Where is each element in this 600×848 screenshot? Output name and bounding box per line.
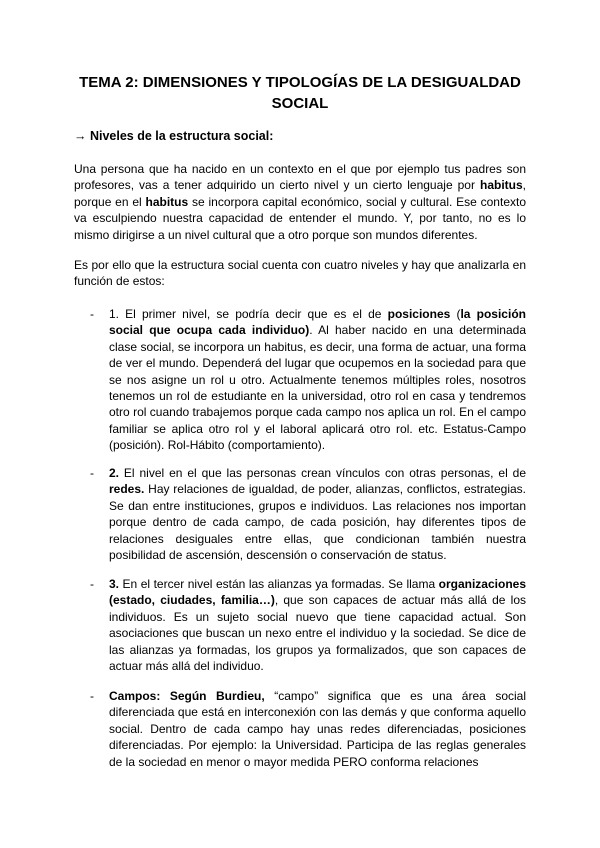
list-item-posiciones: [90, 306, 526, 454]
paragraph-intro-levels: Es por ello que la estructura social cuenta con cuatro niveles y hay que analizarla en función de estos:: [74, 258, 526, 289]
list-item-organizaciones: [90, 576, 526, 674]
list-bullet: -: [90, 577, 94, 591]
list-item-text: 1. El primer nivel, se podría decir que es el de posiciones (la posición social que ocupa cada individuo). Al haber nacido en una determinada clase social, se incorpora un habitus, es decir, una forma de actuar, una forma de ver el mundo. Dependerá del lugar que ocupemos en la sociedad para que se nos asigne un rol u otro. Actualmente tenemos múltiples roles, nosotros tenemos un rol de estudiante en la universidad, otro rol en casa y tendremos otro rol cuando trabajemos porque cada campo nos aplica un rol. En el campo familiar se aplica otro rol y el laboral aplicará otro rol. etc. Estatus-Campo (posición). Rol-Hábito (comportamiento).: [109, 307, 526, 453]
list-bullet: -: [90, 689, 94, 703]
list-item-text: 3. En el tercer nivel están las alianzas ya formadas. Se llama organizaciones (estado, ciudades, familia…), que son capaces de actuar más allá de los individuos. Es un sujeto social nuevo que tiene capacidad actual. Son asociaciones que buscan un nexo entre el individuo y la sociedad. Se dice de las alianzas ya formadas, los grupos ya formalizados, que son capaces de actuar más allá del individuo.: [109, 577, 526, 674]
list-item-text: 2. El nivel en el que las personas crean vínculos con otras personas, el de redes. Hay relaciones de igualdad, de poder, alianzas, conflictos, estrategias. Se dan entre instituciones, grupos e individuos. Las relaciones nos importan porque dentro de cada campo, de cada posición, hay diferentes tipos de relaciones desiguales entre ellas, que condicionan también nuestra posibilidad de ascensión, descensión o conservación de status.: [109, 466, 526, 563]
paragraph-habitus: Una persona que ha nacido en un contexto en el que por ejemplo tus padres son profesores, vas a tener adquirido un cierto nivel y un cierto lenguaje por habitus, porque en el habitus se incorpora capital económico, social y cultural. Ese contexto va esculpiendo nuestra capacidad de entender el mundo. Y, por tanto, no es lo mismo dirigirse a un nivel cultural que a otro porque son mundos diferentes.: [74, 162, 526, 242]
list-item-campos: [90, 688, 526, 770]
document-title: TEMA 2: DIMENSIONES Y TIPOLOGÍAS DE LA DESIGUALDAD SOCIAL: [79, 74, 521, 112]
list-item-text: Campos: Según Burdieu, “campo” significa que es una área social diferenciada que está en interconexión con las demás y que conforma aquello social. Dentro de cada campo hay unas redes diferenciadas, posiciones diferenciadas. Por ejemplo: la Universidad. Participa de las reglas generales de la sociedad en menor o mayor medida PERO conforma relaciones: [109, 689, 526, 769]
list-item-redes: [90, 465, 526, 563]
list-bullet: -: [90, 307, 94, 321]
list-bullet: -: [90, 466, 94, 480]
section-heading: → Niveles de la estructura social:: [74, 129, 274, 143]
